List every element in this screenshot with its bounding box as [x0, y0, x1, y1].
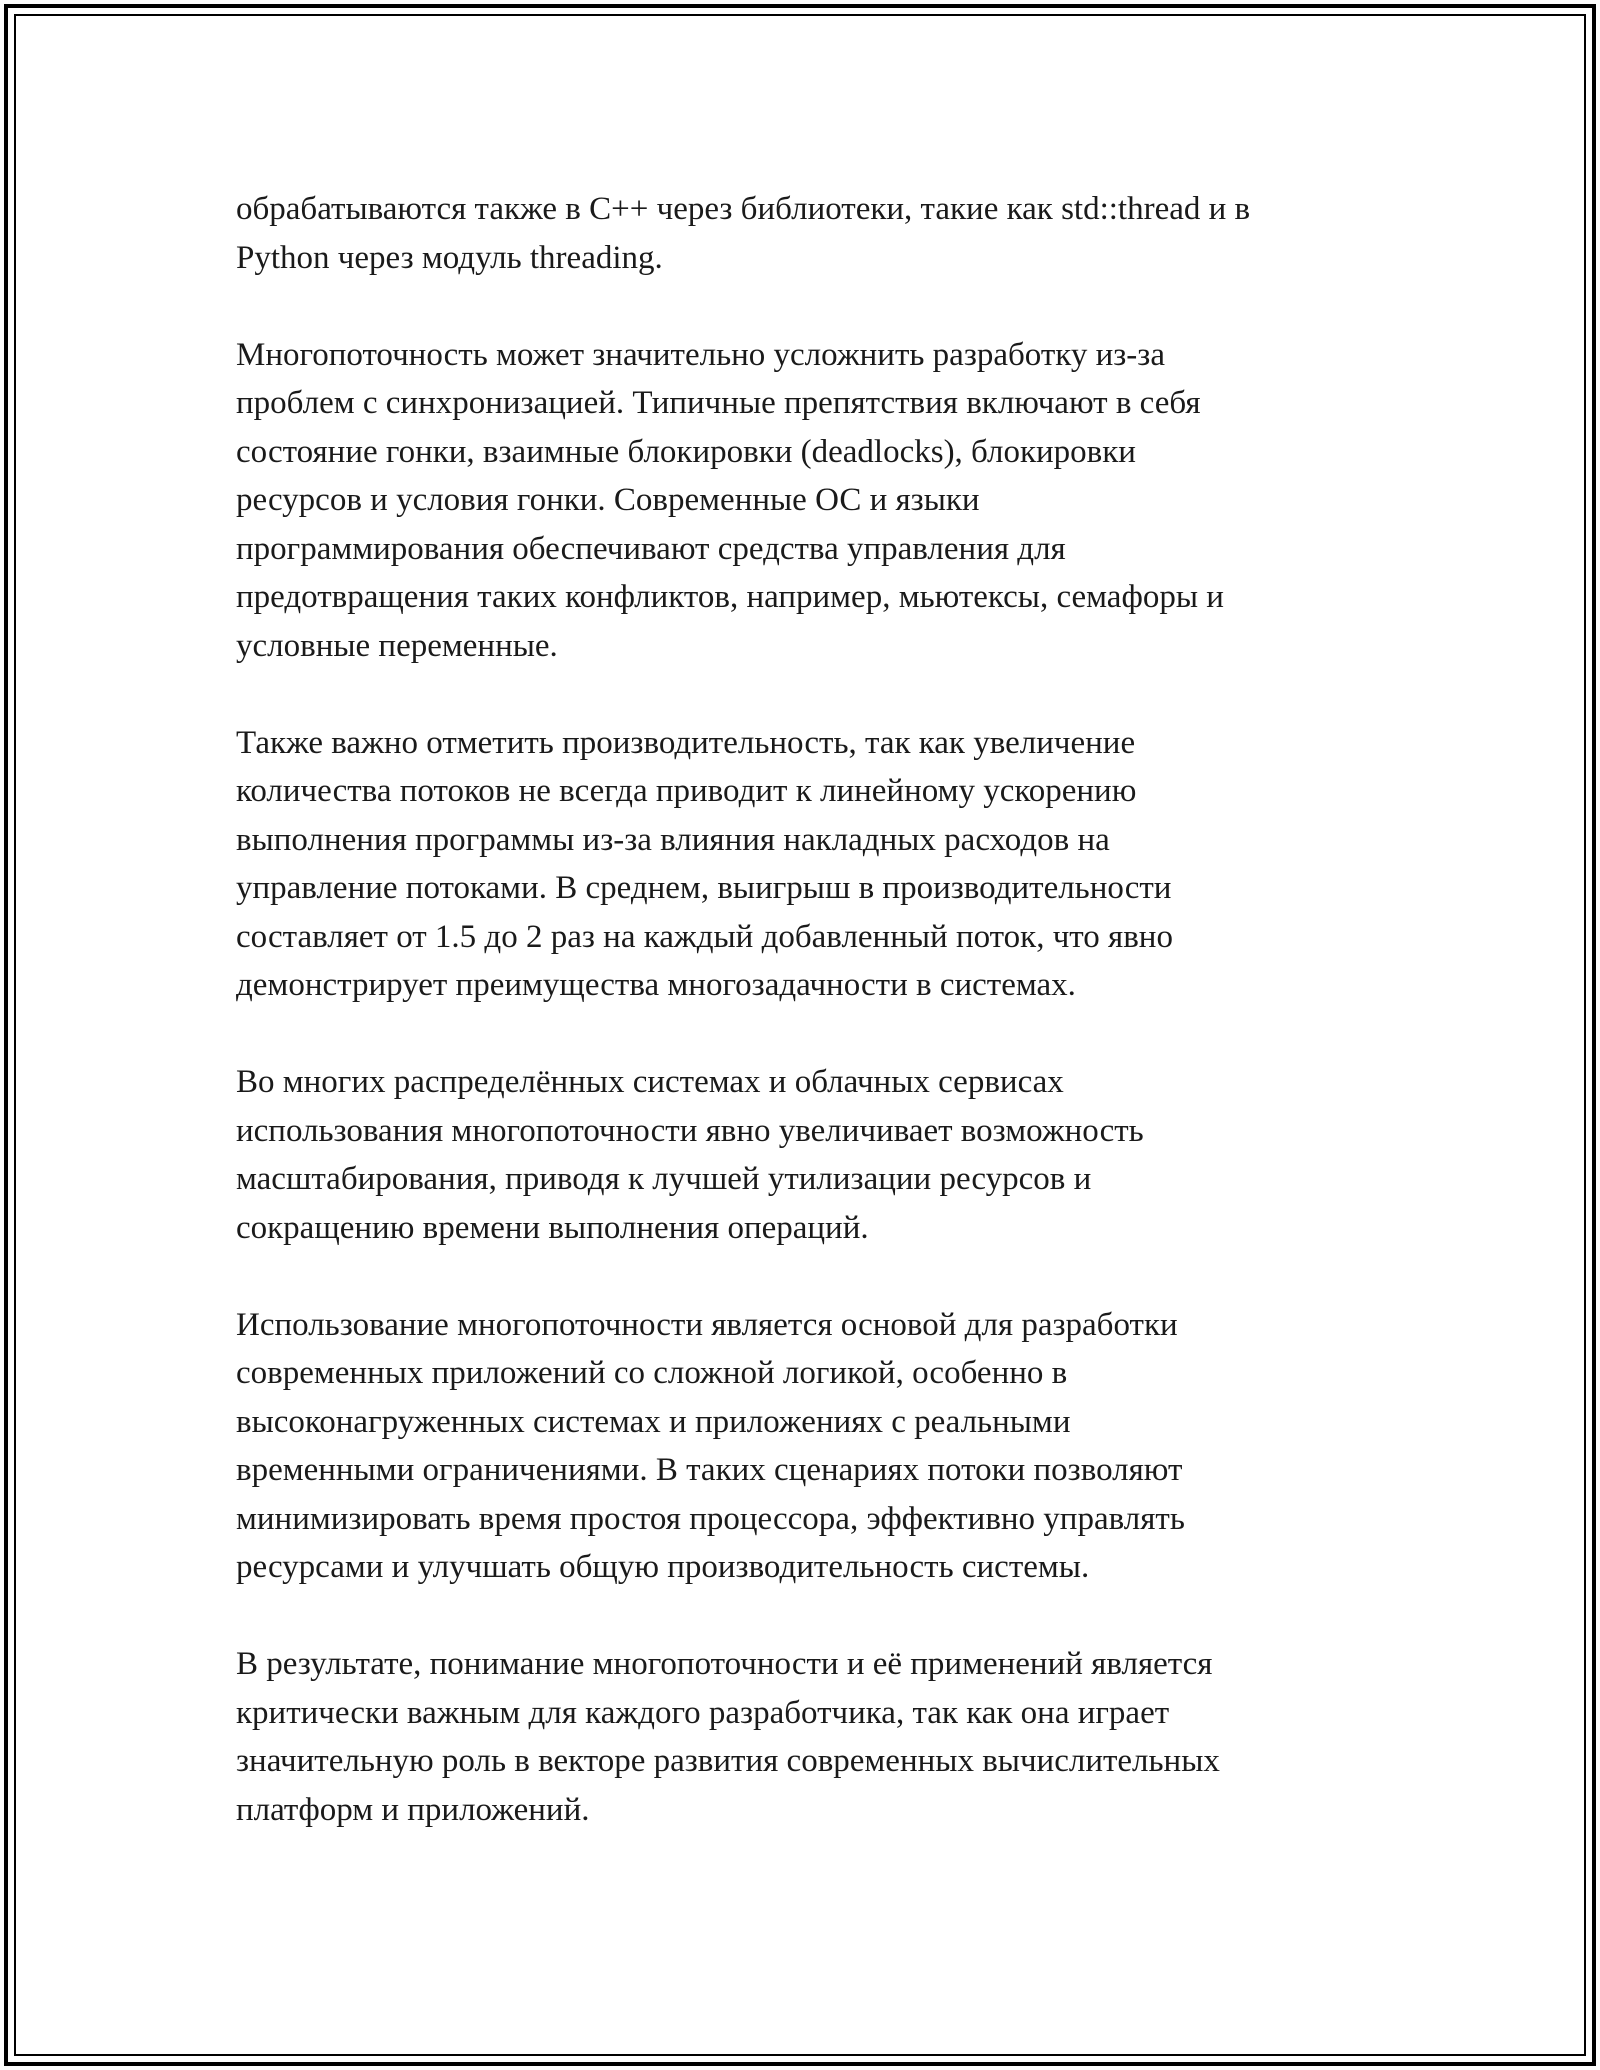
text-line: Многопоточность может значительно усложнить разработку из-за	[236, 336, 1165, 373]
text-line: проблем с синхронизацией. Типичные препятствия включают в себя	[236, 385, 1201, 421]
text-line: критически важным для каждого разработчика, так как она играет	[236, 1694, 1170, 1731]
text-line: условные переменные.	[236, 627, 558, 664]
paragraph-3	[236, 719, 1386, 1010]
paragraph-4	[236, 1058, 1386, 1252]
text-line: составляет от 1.5 до 2 раз на каждый добавленный поток, что явно	[236, 918, 1173, 955]
text-line: ресурсами и улучшать общую производительность системы.	[236, 1549, 1090, 1585]
document-body	[236, 185, 1386, 1883]
text-line: Также важно отметить производительность, так как увеличение	[236, 724, 1136, 761]
text-line: сокращению времени выполнения операций.	[236, 1209, 869, 1246]
text-line: управление потоками. В среднем, выигрыш в производительности	[236, 870, 1172, 906]
text-line: временными ограничениями. В таких сценариях потоки позволяют	[236, 1452, 1183, 1488]
text-line: масштабирования, приводя к лучшей утилизации ресурсов и	[236, 1161, 1092, 1197]
text-line: выполнения программы из-за влияния накладных расходов на	[236, 821, 1110, 858]
text-line: Во многих распределённых системах и облачных сервисах	[236, 1064, 1064, 1100]
text-line: В результате, понимание многопоточности и её применений является	[236, 1646, 1213, 1682]
text-line: Использование многопоточности является основой для разработки	[236, 1306, 1178, 1343]
text-line: значительную роль в векторе развития современных вычислительных	[236, 1743, 1220, 1779]
paragraph-2	[236, 331, 1386, 671]
text-line: Python через модуль threading.	[236, 239, 663, 276]
text-line: состояние гонки, взаимные блокировки (deadlocks), блокировки	[236, 433, 1136, 470]
text-line: минимизировать время простоя процессора, эффективно управлять	[236, 1500, 1185, 1537]
text-line: ресурсов и условия гонки. Современные ОС и языки	[236, 482, 980, 518]
text-line: предотвращения таких конфликтов, например, мьютексы, семафоры и	[236, 579, 1224, 615]
text-line: использования многопоточности явно увеличивает возможность	[236, 1112, 1144, 1149]
text-line: обрабатываются также в C++ через библиотеки, такие как std::thread и в	[236, 191, 1251, 227]
text-line: демонстрирует преимущества многозадачности в системах.	[236, 967, 1076, 1003]
text-line: современных приложений со сложной логикой, особенно в	[236, 1355, 1068, 1391]
text-line: программирования обеспечивают средства управления для	[236, 530, 1066, 567]
text-line: количества потоков не всегда приводит к линейному ускорению	[236, 773, 1137, 809]
text-line: платформ и приложений.	[236, 1791, 590, 1828]
text-line: высоконагруженных системах и приложениях с реальными	[236, 1403, 1071, 1440]
paragraph-6	[236, 1640, 1386, 1834]
paragraph-1	[236, 185, 1386, 282]
paragraph-5	[236, 1301, 1386, 1592]
